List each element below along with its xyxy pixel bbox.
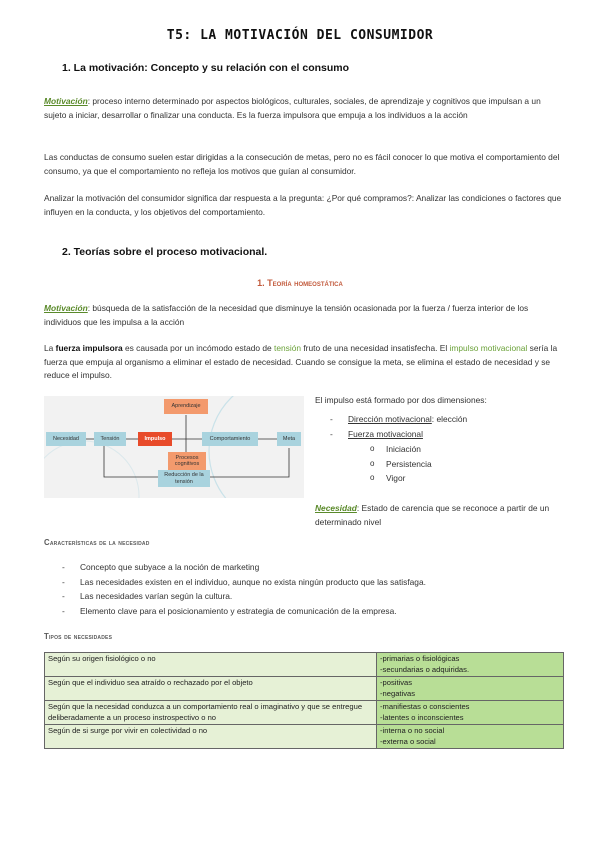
tension-term: tensión <box>274 343 302 353</box>
tipo-value: -secundarias o adquiridas. <box>380 664 470 674</box>
table-row <box>45 725 564 749</box>
motivacion-definition-2 <box>44 302 564 329</box>
direccion-label: Dirección motivacional <box>348 414 432 424</box>
section-1-heading: 1. La motivación: Concepto y su relación con el consumo <box>62 62 350 74</box>
tension-box: Tensión <box>94 432 126 446</box>
caracteristica-item: - Concepto que subyace a la noción de marketing <box>62 560 572 575</box>
motivacion-def-text: : proceso interno determinado por aspectos biológicos, culturales, sociales, de aprendizaje y cognitivos que impulsan a un sujeto a iniciar, desarrollar o finalizar una conducta. Es la fuerza impulsora que empuja a los individuos a la acción <box>44 96 541 120</box>
caracteristica-item: - Las necesidades existen en el individuo, aunque no exista ningún producto que las satisfaga. <box>62 575 572 590</box>
tipo-cell <box>377 677 564 701</box>
reduccion-tension-box: Reducción de la tensión <box>158 470 210 487</box>
fuerza-item: o Vigor <box>370 471 570 486</box>
criterio-cell: Según que la necesidad conduzca a un comportamiento real o imaginativo y que se entregue deliberadamente a un proceso instrospectivo o no <box>45 701 377 725</box>
tipos-heading: Tipos de necesidades <box>44 632 113 641</box>
motivacion-def-text-2: : búsqueda de la satisfacción de la necesidad que disminuye la tensión ocasionada por la fuerza / fuerza interior de los individuos que les impulsa a la acción <box>44 303 529 327</box>
text-fragment: fruto de una necesidad insatisfecha. El <box>301 343 450 353</box>
table-row <box>45 653 564 677</box>
text-fragment: La <box>44 343 56 353</box>
homeostatic-diagram <box>44 396 304 498</box>
subsection-number: 1. <box>257 278 265 288</box>
impulso-box: Impulso <box>138 432 172 446</box>
paragraph-conductas: Las conductas de consumo suelen estar dirigidas a la consecución de metas, pero no es fácil conocer lo que motiva el comportamiento del consumo, ya que el comportamiento no refleja los motivos que guían al consumidor. <box>44 152 560 176</box>
feedback-line <box>210 448 289 477</box>
impulso-dimensions-list <box>330 412 570 441</box>
subsection-heading <box>0 278 600 288</box>
aprendizaje-box: Aprendizaje <box>164 399 208 414</box>
paragraph-analizar: Analizar la motivación del consumidor significa dar respuesta a la pregunta: ¿Por qué compramos?: Analizar las condiciones o factores que influyen en la conducta, y los objetivos del comportamiento. <box>44 193 562 217</box>
text-fragment: sería la fuerza que empuja al organismo a eliminar el estado de necesidad. Cuando se consigue la meta, se elimina el estado de necesidad y se reduce el impulso. <box>44 343 558 380</box>
tipo-value: -externa o social <box>380 736 436 746</box>
impulso-motivacional-term: impulso motivacional <box>449 343 528 353</box>
tipo-cell <box>377 653 564 677</box>
necesidad-box: Necesidad <box>46 432 86 446</box>
feedback-line <box>104 446 158 477</box>
table-row <box>45 701 564 725</box>
tipo-value: -interna o no social <box>380 726 445 735</box>
caracteristica-item: - Las necesidades varían según la cultura. <box>62 589 572 604</box>
tipos-table <box>44 652 564 749</box>
deco-circle <box>209 396 304 498</box>
procesos-cognitivos-box: Procesos cognitivos <box>168 452 206 470</box>
fuerza-impulsora-paragraph <box>44 342 564 383</box>
section-2-heading: 2. Teorías sobre el proceso motivacional. <box>62 246 268 258</box>
criterio-cell: Según su origen fisiológico o no <box>45 653 377 677</box>
deco-circle <box>44 441 139 498</box>
necesidad-definition <box>315 502 580 529</box>
fuerza-sub-list <box>370 442 570 486</box>
necesidad-def-text: : Estado de carencia que se reconoce a partir de un determinado nivel <box>315 503 550 527</box>
motivacion-term: Motivación <box>44 96 88 106</box>
tipo-value: -negativas <box>380 688 416 698</box>
criterio-cell: Según que el individuo sea atraído o rechazado por el objeto <box>45 677 377 701</box>
caracteristicas-list <box>62 560 572 618</box>
fuerza-label: Fuerza motivacional <box>348 428 423 439</box>
criterio-cell: Según de si surge por vivir en colectividad o no <box>45 725 377 749</box>
direccion-rest: : elección <box>431 414 468 424</box>
caracteristicas-heading: Características de la necesidad <box>44 538 150 547</box>
caracteristica-item: - Elemento clave para el posicionamiento y estrategia de comunicación de la empresa. <box>62 604 572 619</box>
dimension-direccion <box>330 412 570 427</box>
fuerza-impulsora-term: fuerza impulsora <box>55 343 123 353</box>
meta-box: Meta <box>277 432 301 446</box>
subsection-title: Teoría homeostática <box>267 278 343 288</box>
tipo-value: -manifiestas o conscientes <box>380 702 470 711</box>
tipo-value: -positivas <box>380 678 413 687</box>
fuerza-item: o Persistencia <box>370 457 570 472</box>
tipo-value: -primarias o fisiológicas <box>380 654 460 663</box>
fuerza-item: o Iniciación <box>370 442 570 457</box>
impulso-intro: El impulso está formado por dos dimensiones: <box>315 395 487 405</box>
comportamiento-box: Comportamiento <box>202 432 258 446</box>
motivacion-term-2: Motivación <box>44 303 88 313</box>
necesidad-term: Necesidad <box>315 503 357 513</box>
dimension-fuerza <box>330 427 570 442</box>
table-row <box>45 677 564 701</box>
motivacion-definition <box>44 95 564 122</box>
tipo-value: -latentes o inconscientes <box>380 712 464 722</box>
tipo-cell <box>377 725 564 749</box>
tipo-cell <box>377 701 564 725</box>
text-fragment: es causada por un incómodo estado de <box>122 343 275 353</box>
document-title: T5: LA MOTIVACIÓN DEL CONSUMIDOR <box>166 28 434 43</box>
